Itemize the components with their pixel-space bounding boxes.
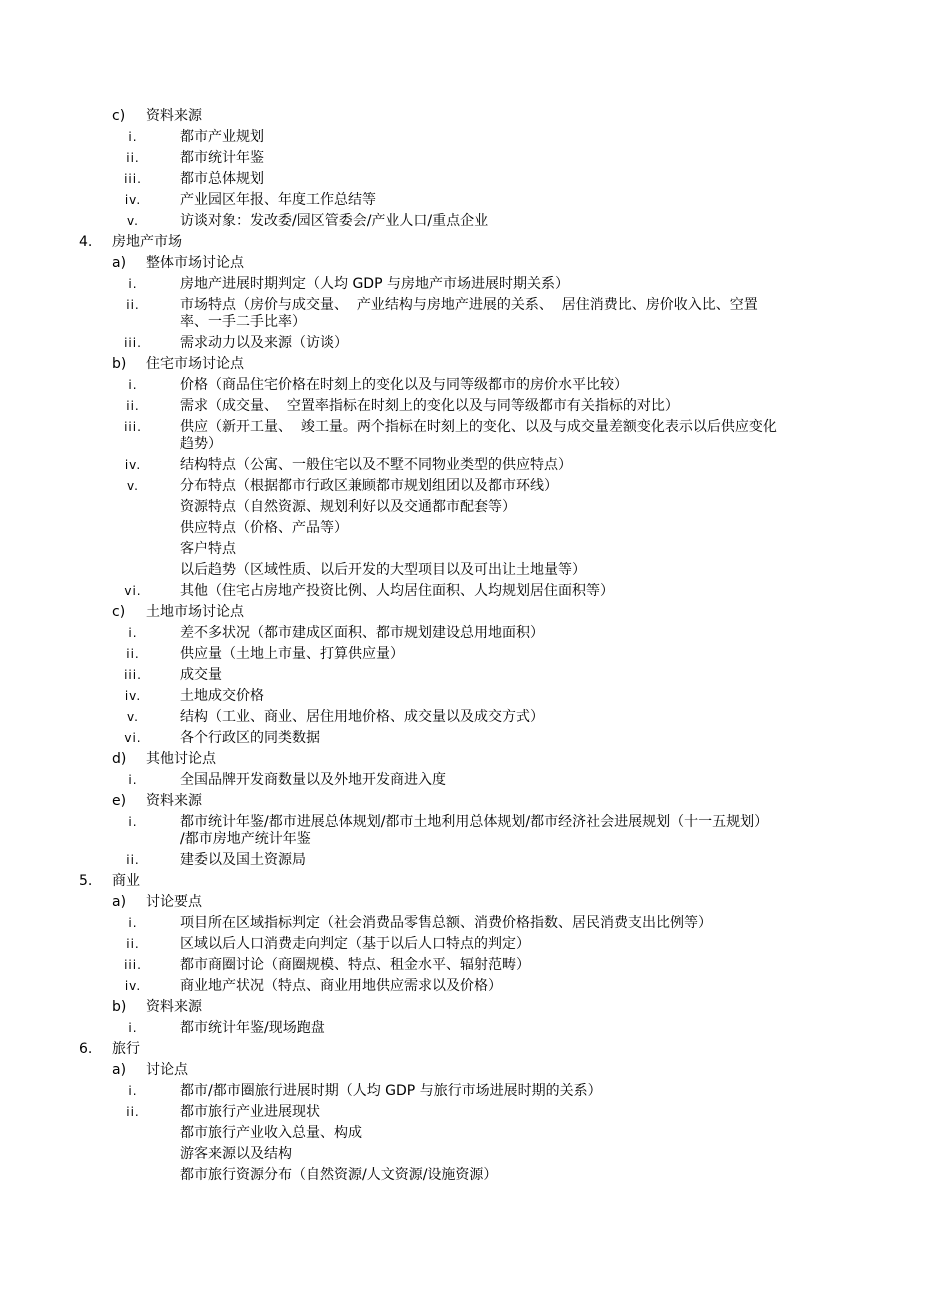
outline-text: 旅行	[112, 1041, 140, 1057]
list-marker: i.	[128, 130, 138, 144]
outline-subsection	[0, 1062, 950, 1079]
outline-text: 都市统计年鉴	[180, 150, 264, 166]
list-marker: iv.	[124, 458, 142, 472]
outline-subitem	[0, 499, 950, 516]
list-marker: ii.	[126, 853, 140, 867]
outline-text: 都市产业规划	[180, 129, 264, 145]
list-marker: i.	[128, 378, 138, 392]
outline-item	[0, 478, 950, 495]
list-marker: 6.	[79, 1041, 93, 1057]
outline-item	[0, 583, 950, 600]
outline-text: 都市总体规划	[180, 171, 264, 187]
outline-text: 资料来源	[146, 999, 202, 1015]
outline-item	[0, 709, 950, 726]
outline-text: 讨论点	[146, 1062, 188, 1078]
outline-subitem	[0, 541, 950, 558]
outline-text: 都市统计年鉴/现场跑盘	[180, 1020, 325, 1036]
outline-text: 资料来源	[146, 108, 202, 124]
outline-item	[0, 688, 950, 705]
outline-item	[0, 730, 950, 747]
outline-text: 需求（成交量、 空置率指标在时刻上的变化以及与同等级都市有关指标的对比）	[180, 398, 679, 414]
outline-subsection	[0, 999, 950, 1016]
outline-text: 都市商圈讨论（商圈规模、特点、租金水平、辐射范畴）	[180, 957, 530, 973]
outline-text: 房地产进展时期判定（人均 GDP 与房地产市场进展时期关系）	[180, 276, 569, 292]
list-marker: iii.	[124, 420, 142, 434]
outline-text: 都市旅行产业进展现状	[180, 1104, 320, 1120]
list-marker: ii.	[126, 1105, 140, 1119]
outline-text: 都市/都市圈旅行进展时期（人均 GDP 与旅行市场进展时期的关系）	[180, 1083, 602, 1099]
list-marker: c)	[112, 604, 126, 620]
outline-text: 土地市场讨论点	[146, 604, 244, 620]
outline-item	[0, 377, 950, 394]
outline-item	[0, 457, 950, 474]
outline-item	[0, 1104, 950, 1121]
outline-text: 讨论要点	[146, 894, 202, 910]
list-marker: i.	[128, 1084, 138, 1098]
outline-subsection	[0, 255, 950, 272]
outline-text: 都市统计年鉴/都市进展总体规划/都市土地利用总体规划/都市经济社会进展规划（十一五规划） /都市房地产统计年鉴	[180, 814, 769, 847]
outline-subitem	[0, 1167, 950, 1184]
outline-text: 商业地产状况（特点、商业用地供应需求以及价格）	[180, 978, 502, 994]
outline-text: 都市旅行资源分布（自然资源/人文资源/设施资源）	[180, 1167, 498, 1183]
list-marker: v.	[127, 479, 139, 493]
outline-text: 项目所在区域指标判定（社会消费品零售总额、消费价格指数、居民消费支出比例等）	[180, 915, 712, 931]
outline-text: 都市旅行产业收入总量、构成	[180, 1125, 362, 1141]
outline-text: 供应特点（价格、产品等）	[180, 520, 348, 536]
outline-item	[0, 978, 950, 995]
list-marker: i.	[128, 916, 138, 930]
outline-item	[0, 625, 950, 642]
list-marker: i.	[128, 626, 138, 640]
list-marker: 5.	[79, 873, 93, 889]
outline-item	[0, 646, 950, 663]
outline-item	[0, 915, 950, 932]
outline-subsection	[0, 604, 950, 621]
outline-text: 商业	[112, 873, 140, 889]
outline-text: 结构（工业、商业、居住用地价格、成交量以及成交方式）	[180, 709, 544, 725]
list-marker: i.	[128, 815, 138, 829]
outline-item	[0, 419, 950, 453]
outline-subitem	[0, 562, 950, 579]
outline-text: 供应（新开工量、 竣工量。两个指标在时刻上的变化、以及与成交量差额变化表示以后供应变化 趋势）	[180, 419, 777, 452]
outline-text: 土地成交价格	[180, 688, 264, 704]
outline-subsection	[0, 108, 950, 125]
outline-text: 游客来源以及结构	[180, 1146, 292, 1162]
outline-text: 结构特点（公寓、一般住宅以及不墅不同物业类型的供应特点）	[180, 457, 572, 473]
outline-list	[0, 108, 950, 1184]
list-marker: ii.	[126, 647, 140, 661]
list-marker: vi.	[124, 584, 142, 598]
outline-subsection	[0, 356, 950, 373]
outline-text: 整体市场讨论点	[146, 255, 244, 271]
outline-section	[0, 234, 950, 251]
list-marker: a)	[112, 255, 127, 271]
outline-subitem	[0, 1125, 950, 1142]
list-marker: e)	[112, 793, 127, 809]
outline-item	[0, 171, 950, 188]
outline-text: 其他讨论点	[146, 751, 216, 767]
list-marker: vi.	[124, 731, 142, 745]
outline-item	[0, 936, 950, 953]
list-marker: ii.	[126, 399, 140, 413]
outline-item	[0, 213, 950, 230]
outline-text: 客户特点	[180, 541, 236, 557]
list-marker: i.	[128, 1021, 138, 1035]
list-marker: d)	[112, 751, 127, 767]
outline-text: 资料来源	[146, 793, 202, 809]
list-marker: a)	[112, 894, 127, 910]
outline-text: 资源特点（自然资源、规划利好以及交通都市配套等）	[180, 499, 516, 515]
outline-item	[0, 667, 950, 684]
list-marker: i.	[128, 773, 138, 787]
list-marker: b)	[112, 356, 127, 372]
outline-text: 其他（住宅占房地产投资比例、人均居住面积、人均规划居住面积等）	[180, 583, 614, 599]
outline-text: 市场特点（房价与成交量、 产业结构与房地产进展的关系、 居住消费比、房价收入比、空置 率、一手二手比率）	[180, 297, 758, 330]
outline-subitem	[0, 1146, 950, 1163]
outline-subsection	[0, 793, 950, 810]
list-marker: ii.	[126, 937, 140, 951]
outline-section	[0, 873, 950, 890]
outline-section	[0, 1041, 950, 1058]
list-marker: iii.	[124, 336, 142, 350]
outline-text: 分布特点（根据都市行政区兼顾都市规划组团以及都市环线）	[180, 478, 558, 494]
outline-item	[0, 129, 950, 146]
list-marker: iv.	[124, 193, 142, 207]
outline-text: 全国品牌开发商数量以及外地开发商进入度	[180, 772, 446, 788]
list-marker: 4.	[79, 234, 93, 250]
outline-item	[0, 192, 950, 209]
list-marker: iii.	[124, 958, 142, 972]
list-marker: a)	[112, 1062, 127, 1078]
list-marker: iv.	[124, 689, 142, 703]
outline-text: 访谈对象：发改委/园区管委会/产业人口/重点企业	[180, 213, 489, 229]
outline-subsection	[0, 751, 950, 768]
outline-text: 供应量（土地上市量、打算供应量）	[180, 646, 404, 662]
outline-item	[0, 957, 950, 974]
list-marker: iii.	[124, 668, 142, 682]
outline-text: 需求动力以及来源（访谈）	[180, 335, 348, 351]
list-marker: iii.	[124, 172, 142, 186]
list-marker: ii.	[126, 151, 140, 165]
outline-item	[0, 150, 950, 167]
list-marker: v.	[127, 214, 139, 228]
outline-text: 价格（商品住宅价格在时刻上的变化以及与同等级都市的房价水平比较）	[180, 377, 628, 393]
outline-item	[0, 814, 950, 848]
outline-text: 建委以及国土资源局	[180, 852, 306, 868]
outline-item	[0, 335, 950, 352]
outline-item	[0, 852, 950, 869]
list-marker: c)	[112, 108, 126, 124]
outline-subitem	[0, 520, 950, 537]
outline-text: 区域以后人口消费走向判定（基于以后人口特点的判定）	[180, 936, 530, 952]
outline-text: 各个行政区的同类数据	[180, 730, 320, 746]
outline-item	[0, 297, 950, 331]
outline-text: 以后趋势（区域性质、以后开发的大型项目以及可出让土地量等）	[180, 562, 586, 578]
list-marker: b)	[112, 999, 127, 1015]
list-marker: i.	[128, 277, 138, 291]
outline-item	[0, 276, 950, 293]
outline-subsection	[0, 894, 950, 911]
outline-item	[0, 772, 950, 789]
list-marker: ii.	[126, 298, 140, 312]
outline-text: 住宅市场讨论点	[146, 356, 244, 372]
outline-text: 差不多状况（都市建成区面积、都市规划建设总用地面积）	[180, 625, 544, 641]
outline-item	[0, 1020, 950, 1037]
list-marker: iv.	[124, 979, 142, 993]
outline-text: 房地产市场	[112, 234, 182, 250]
outline-item	[0, 1083, 950, 1100]
outline-text: 产业园区年报、年度工作总结等	[180, 192, 376, 208]
outline-text: 成交量	[180, 667, 222, 683]
outline-item	[0, 398, 950, 415]
list-marker: v.	[127, 710, 139, 724]
